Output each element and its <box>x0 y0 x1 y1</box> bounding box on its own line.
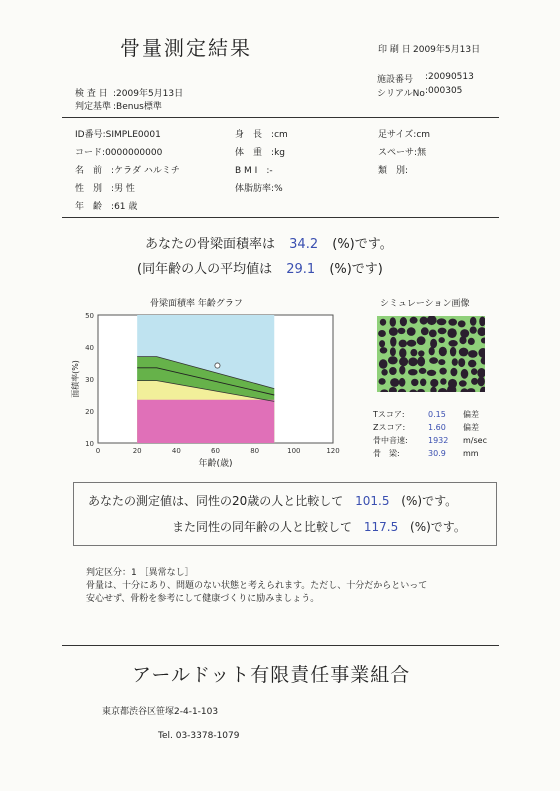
trabecular-blob <box>430 379 438 387</box>
organization-name: アールドット有限責任事業組合 <box>132 664 411 686</box>
name-row: 名 前 :ケラダ ハルミチ <box>75 166 180 176</box>
trabecular-blob <box>421 327 429 335</box>
trabecular-blob <box>380 347 388 353</box>
trabecular-blob <box>399 378 406 387</box>
code-row: コード:0000000000 <box>75 148 163 158</box>
simulation-row <box>373 447 503 460</box>
x-tick-label: 20 <box>132 447 142 455</box>
simulation-row <box>373 408 503 421</box>
simulation-row-unit: 偏差 <box>463 410 479 419</box>
simulation-row-value: 0.15 <box>428 410 446 419</box>
trabecular-blob <box>461 369 469 379</box>
trabecular-blob <box>408 369 418 375</box>
height-row: 身 長 :cm <box>235 130 288 140</box>
simulation-row <box>373 421 503 434</box>
weight-row: 体 重 :kg <box>235 148 285 158</box>
divider-top <box>62 117 499 118</box>
trabecular-blob <box>408 357 418 366</box>
serial-no: :000305 <box>425 86 463 96</box>
trabecular-blob <box>389 367 397 375</box>
x-tick-label: 40 <box>171 447 181 455</box>
trabecular-blob <box>399 348 406 358</box>
trabecular-blob <box>417 336 426 345</box>
judgement-comment-2: 安心せず、骨粉を参考にして健康づくりに励みましょう。 <box>86 594 320 604</box>
judgement-comment-1: 骨量は、十分にあり、問題のない状態と考えられます。ただし、十分だからといって <box>86 581 428 591</box>
trabecular-blob <box>390 347 396 356</box>
simulation-row <box>373 434 503 447</box>
y-tick-label: 30 <box>85 376 94 384</box>
trabecular-blob <box>378 330 386 337</box>
simulation-row-label: 骨中音速: <box>373 436 408 445</box>
serial-no-label: シリアルNo <box>377 89 425 99</box>
trabecular-blob <box>471 368 477 375</box>
judgement-label: 判定区分：1 ［異常なし］ <box>86 568 194 578</box>
trabecular-blob <box>379 340 385 347</box>
sex-row: 性 別 :男 性 <box>75 184 135 194</box>
test-date-label: 検 査 日 <box>75 89 108 99</box>
patient-point <box>215 363 220 368</box>
trabecular-blob <box>459 380 467 386</box>
trabecular-blob <box>390 317 396 327</box>
simulation-row-unit: 偏差 <box>463 423 479 432</box>
trabecular-blob <box>419 368 427 374</box>
trabecular-blob <box>450 347 456 357</box>
trabecular-blob <box>440 378 446 385</box>
trabecular-blob <box>399 340 407 348</box>
simulation-title: シミュレーション画像 <box>380 299 470 309</box>
trabecular-blob <box>379 359 388 368</box>
trabecular-blob <box>458 358 465 367</box>
simulation-image <box>377 316 485 392</box>
trabecular-blob <box>389 327 398 336</box>
trabecular-blob <box>379 378 386 385</box>
trabecular-blob <box>407 340 417 347</box>
y-tick-label: 20 <box>85 408 94 416</box>
trabecular-blob <box>439 368 446 375</box>
y-tick-label: 50 <box>85 312 94 320</box>
trabecular-blob <box>429 357 438 364</box>
category-row: 類 別: <box>378 166 409 176</box>
trabecular-blob <box>411 379 418 386</box>
trabecular-blob <box>399 366 405 375</box>
print-date-label: 印 刷 日 <box>378 45 411 55</box>
trabecular-blob <box>458 320 466 327</box>
trabecular-blob <box>448 340 457 347</box>
trabecular-blob <box>429 347 435 355</box>
divider-mid <box>62 217 499 218</box>
simulation-row-label: Tスコア: <box>373 410 405 419</box>
simulation-table <box>373 408 503 460</box>
trabecular-blob <box>468 360 476 368</box>
divider-bottom <box>62 645 499 646</box>
trabecular-blob <box>418 350 424 356</box>
result-line-2: (同年齢の人の平均値は 29.1 (%)です) <box>137 262 383 277</box>
fat-row: 体脂肪率:% <box>235 184 283 194</box>
address: 東京都渋谷区笹塚2-4-1-103 <box>102 707 219 717</box>
trabecular-blob <box>471 378 478 385</box>
spacer-row: スペーサ:無 <box>378 148 427 158</box>
band-0 <box>137 400 274 443</box>
trabecular-blob <box>448 319 457 326</box>
trabecular-blob <box>417 357 425 367</box>
simulation-row-value: 30.9 <box>428 449 446 458</box>
comparison-line-1: あなたの測定値は、同性の20歳の人と比較して 101.5 (%)です。 <box>88 494 458 508</box>
trabecular-blob <box>439 347 447 357</box>
trabecular-blob <box>390 337 396 347</box>
trabecular-blob <box>381 369 387 376</box>
age-graph <box>60 305 345 470</box>
y-axis-label: 面積率(%) <box>71 360 80 398</box>
simulation-row-value: 1.60 <box>428 423 446 432</box>
trabecular-blob <box>459 348 469 357</box>
trabecular-blob <box>420 379 426 387</box>
trabecular-blob <box>439 337 445 343</box>
foot-size-row: 足サイズ:cm <box>378 130 431 140</box>
simulation-row-label: Zスコア: <box>373 423 406 432</box>
trabecular-blob <box>459 336 466 344</box>
y-tick-label: 40 <box>85 344 94 352</box>
trabecular-blob <box>429 330 437 338</box>
x-tick-label: 0 <box>95 447 101 455</box>
trabecular-blob <box>427 370 436 376</box>
y-tick-label: 10 <box>85 440 94 448</box>
trabecular-blob <box>380 319 386 326</box>
trabecular-blob <box>468 350 478 358</box>
trabecular-blob <box>430 339 437 348</box>
report-title: 骨量測定結果 <box>120 36 252 60</box>
age-row: 年 齢 :61 歳 <box>75 202 138 212</box>
id-row: ID番号:SIMPLE0001 <box>75 130 161 140</box>
trabecular-blob <box>438 328 447 335</box>
trabecular-blob <box>400 317 407 326</box>
simulation-row-value: 1932 <box>428 436 449 445</box>
x-tick-label: 120 <box>326 447 340 455</box>
trabecular-blob <box>438 359 445 365</box>
x-tick-label: 100 <box>287 447 301 455</box>
facility-no-label: 施設番号 <box>377 75 414 85</box>
trabecular-blob <box>468 338 475 345</box>
comparison-line-2: また同性の同年齢の人と比較して 117.5 (%)です。 <box>172 520 466 534</box>
test-date: :2009年5月13日 <box>113 89 184 99</box>
simulation-row-unit: m/sec <box>463 436 487 445</box>
trabecular-blob <box>437 318 447 325</box>
criteria-label: 判定基準 <box>75 102 112 112</box>
telephone: Tel. 03-3378-1079 <box>158 731 240 741</box>
facility-no: :20090513 <box>425 72 474 82</box>
criteria: :Benus標準 <box>113 102 162 112</box>
trabecular-blob <box>460 329 469 338</box>
trabecular-blob <box>452 358 458 366</box>
trabecular-blob <box>388 356 398 364</box>
graph-title: 骨梁面積率 年齢グラフ <box>150 299 243 309</box>
print-date: 2009年5月13日 <box>413 45 481 55</box>
result-line-1: あなたの骨梁面積率は 34.2 (%)です。 <box>145 237 393 252</box>
trabecular-blob <box>447 328 456 338</box>
trabecular-blob <box>410 349 417 356</box>
simulation-row-label: 骨 梁: <box>373 449 400 458</box>
trabecular-blob <box>470 326 477 333</box>
simulation-row-unit: mm <box>463 449 479 458</box>
trabecular-blob <box>398 328 406 334</box>
x-axis-label: 年齢(歳) <box>198 459 233 469</box>
trabecular-blob <box>410 317 418 324</box>
trabecular-blob <box>420 317 428 325</box>
bmi-row: B M I :- <box>235 166 273 176</box>
trabecular-blob <box>407 327 416 336</box>
x-tick-label: 60 <box>211 447 220 455</box>
trabecular-blob <box>390 378 399 387</box>
trabecular-blob <box>478 376 485 386</box>
x-tick-label: 80 <box>250 447 260 455</box>
trabecular-blob <box>399 357 408 366</box>
trabecular-blob <box>470 317 477 326</box>
trabecular-blob <box>450 368 457 377</box>
